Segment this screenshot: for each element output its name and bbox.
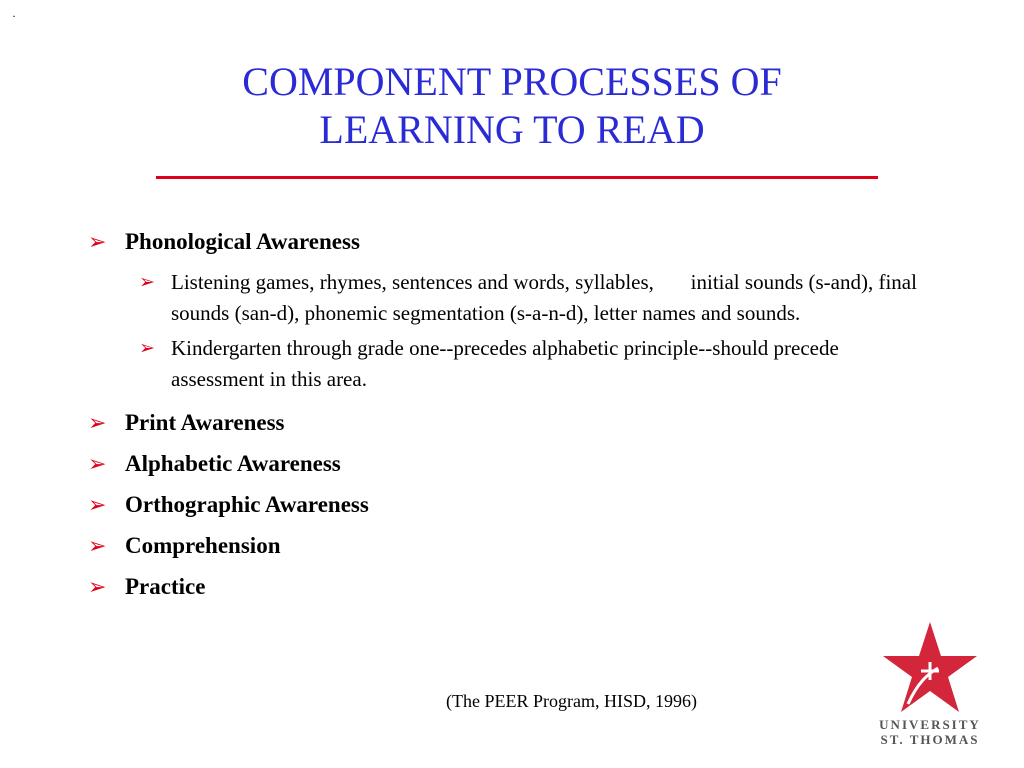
arrow-bullet-icon: ➢ <box>88 229 107 254</box>
arrow-bullet-icon: ➢ <box>88 451 107 476</box>
arrow-bullet-icon: ➢ <box>88 492 107 517</box>
bullet-item <box>88 409 928 436</box>
arrow-bullet-icon: ➢ <box>88 533 107 558</box>
bullet-item <box>88 573 928 600</box>
sub-bullet-text: Kindergarten through grade one--precedes alphabetic principle--should precede assessment in this area. <box>171 336 839 391</box>
title-line-2: LEARNING TO READ <box>319 107 705 152</box>
sub-bullet-text: Listening games, rhymes, sentences and words, syllables, initial sounds (s-and), final sounds (san-d), phonemic segmentation (s-a-n-d), letter names and sounds. <box>171 270 923 325</box>
title-underline <box>156 176 878 179</box>
arrow-bullet-icon: ➢ <box>88 574 107 599</box>
logo-text-line-2: ST. THOMAS <box>880 732 980 747</box>
bullet-label: Phonological Awareness <box>125 229 360 254</box>
bullet-item <box>88 450 928 477</box>
corner-mark: · <box>12 9 16 23</box>
bullet-label: Practice <box>125 574 206 599</box>
bullet-item <box>88 491 928 518</box>
bullet-label: Alphabetic Awareness <box>125 451 341 476</box>
bullet-item <box>88 228 928 255</box>
star-logo-icon <box>874 620 986 716</box>
bullet-label: Print Awareness <box>125 410 285 435</box>
sub-bullet-list <box>139 267 928 395</box>
bullet-label: Comprehension <box>125 533 281 558</box>
bullet-item <box>88 532 928 559</box>
citation: (The PEER Program, HISD, 1996) <box>446 691 697 711</box>
slide-title <box>0 58 1024 154</box>
title-line-1: COMPONENT PROCESSES OF <box>242 59 782 104</box>
arrow-bullet-icon: ➢ <box>139 272 155 293</box>
sub-bullet-item <box>139 267 928 329</box>
university-logo <box>874 620 986 750</box>
sub-bullet-item <box>139 333 928 395</box>
arrow-bullet-icon: ➢ <box>88 410 107 435</box>
logo-text-line-1: UNIVERSITY <box>879 717 981 732</box>
bullet-list <box>88 228 928 614</box>
bullet-label: Orthographic Awareness <box>125 492 369 517</box>
arrow-bullet-icon: ➢ <box>139 338 155 359</box>
